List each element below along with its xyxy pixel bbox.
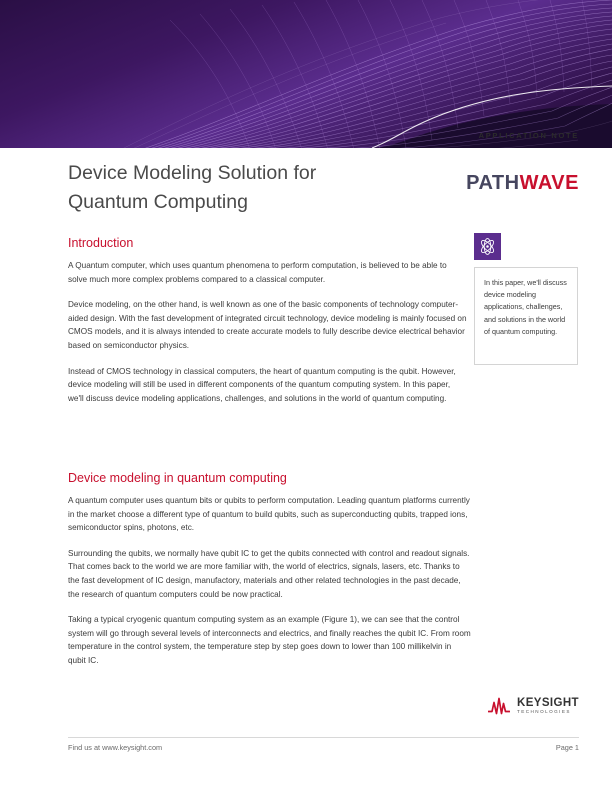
keysight-waveform-icon (488, 696, 510, 716)
pathwave-logo (466, 172, 579, 195)
paragraph: Instead of CMOS technology in classical computers, the heart of quantum computing is the qubit. However, device modeling will still be used in different components of the quantum computing system. In this paper, we'll discuss device modeling applications, challenges, and solutions in the world of quantum computing. (68, 366, 456, 403)
sidebar-callout: In this paper, we'll discuss device modeling applications, challenges, and solutions in the world of quantum computing. (474, 267, 578, 365)
footer-url: Find us at www.keysight.com (68, 743, 163, 752)
page-title (68, 159, 398, 217)
section-heading-introduction: Introduction (68, 236, 134, 250)
page-title-line2: Quantum Computing (68, 191, 248, 213)
keysight-logo (488, 696, 579, 716)
paragraph: A quantum computer uses quantum bits or qubits to perform computation. Leading quantum platforms currently in the market choose a different type of quantum to build qubits, such as superconducting qubits, trapped ions, semiconductor spins, photons, etc. (68, 496, 470, 533)
keysight-logo-name: KEYSIGHT (517, 697, 579, 710)
pathwave-logo-wave: WAVE (519, 172, 579, 194)
atom-icon (474, 233, 501, 260)
section-heading-device-modeling: Device modeling in quantum computing (68, 471, 287, 485)
atom-icon-glyph (478, 237, 497, 256)
header-banner (0, 0, 612, 148)
keysight-logo-sub: TECHNOLOGIES (517, 709, 571, 715)
paragraph: Taking a typical cryogenic quantum computing system as an example (Figure 1), we can see that the control system will go through several levels of interconnects and electrics, and finally reaches the qubit IC. From room temperature in the control system, the temperature step by step goes down to lower than 100 millikelvin in qubit IC. (68, 615, 471, 665)
keysight-logo-text (517, 697, 579, 715)
paragraph: A Quantum computer, which uses quantum phenomena to perform computation, is believed to be able to solve much more complex problems compared to a classical computer. (68, 261, 447, 284)
device-modeling-section (68, 471, 471, 680)
paragraph: Device modeling, on the other hand, is well known as one of the basic components of technology computer-aided design. With the fast development of integrated circuit technology, device modeling is mainly focused on CMOS models, and it is always intended to create accurate models to fully describe device electrical behavior based on semiconductor physics. (68, 300, 467, 350)
footer-divider (68, 737, 579, 738)
footer-page-number: Page 1 (555, 743, 579, 752)
application-note-label: APPLICATION NOTE (478, 131, 579, 140)
banner-wave-graphic (0, 0, 612, 148)
paragraph: Surrounding the qubits, we normally have qubit IC to get the qubits connected with control and readout signals. That comes back to the world we are more familiar with, the world of electrics, signals, lasers, etc. Thanks to the fast development of IC design, manufactory, materials and other related technologies in the past decade, the research of quantum computers could be now practical. (68, 548, 470, 599)
pathwave-logo-path: PATH (466, 172, 520, 194)
page-title-line1: Device Modeling Solution for (68, 162, 317, 184)
introduction-section (68, 236, 468, 417)
